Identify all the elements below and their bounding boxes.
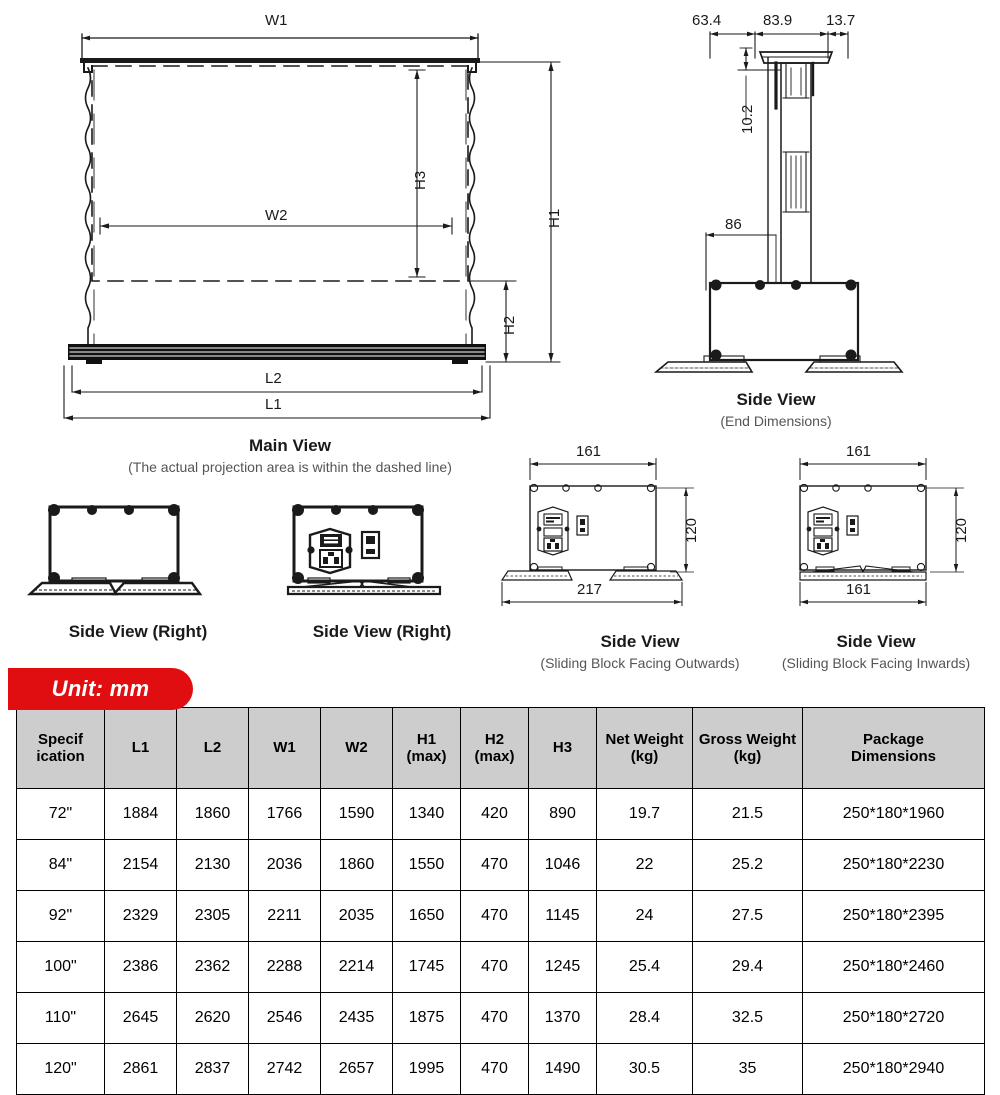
table-cell: 2211 bbox=[249, 891, 321, 942]
side-view-inwards-diagram bbox=[790, 443, 990, 620]
side-view-inwards-title: Side View bbox=[836, 632, 916, 651]
table-cell: 1745 bbox=[393, 942, 461, 993]
dimension-label-inwards-width: 161 bbox=[846, 443, 872, 460]
table-row bbox=[17, 840, 985, 891]
side-view-right-socket-caption bbox=[262, 622, 502, 642]
table-row bbox=[17, 789, 985, 840]
table-cell: 30.5 bbox=[597, 1044, 693, 1095]
column-header-h2: H2 (max) bbox=[461, 708, 529, 789]
table-cell: 2154 bbox=[105, 840, 177, 891]
power-inlet-icon bbox=[807, 507, 840, 555]
table-cell: 2837 bbox=[177, 1044, 249, 1095]
table-cell: 2036 bbox=[249, 840, 321, 891]
table-cell: 1370 bbox=[529, 993, 597, 1044]
table-cell: 2130 bbox=[177, 840, 249, 891]
side-view-right-socket-diagram bbox=[272, 495, 492, 615]
table-cell: 2288 bbox=[249, 942, 321, 993]
cell-specification: 72" bbox=[17, 789, 105, 840]
column-header-package-dimensions: Package Dimensions bbox=[803, 708, 985, 789]
side-view-outwards-diagram bbox=[520, 443, 720, 620]
table-cell: 2742 bbox=[249, 1044, 321, 1095]
column-header-h1: H1 (max) bbox=[393, 708, 461, 789]
table-cell: 470 bbox=[461, 1044, 529, 1095]
table-cell: 250*180*2720 bbox=[803, 993, 985, 1044]
unit-badge bbox=[8, 668, 193, 710]
dimension-label-10-2: 10.2 bbox=[739, 104, 756, 134]
side-view-outwards-subtitle: (Sliding Block Facing Outwards) bbox=[540, 655, 740, 671]
dimension-label-outwards-height: 120 bbox=[683, 517, 700, 543]
side-view-end-diagram bbox=[600, 0, 1000, 390]
table-cell: 1995 bbox=[393, 1044, 461, 1095]
table-cell: 1590 bbox=[321, 789, 393, 840]
table-cell: 24 bbox=[597, 891, 693, 942]
column-header-specification: Specif ication bbox=[17, 708, 105, 789]
table-cell: 250*180*2940 bbox=[803, 1044, 985, 1095]
side-view-inwards-subtitle: (Sliding Block Facing Inwards) bbox=[781, 655, 971, 671]
table-cell: 1145 bbox=[529, 891, 597, 942]
table-cell: 2305 bbox=[177, 891, 249, 942]
table-cell: 250*180*1960 bbox=[803, 789, 985, 840]
table-cell: 2214 bbox=[321, 942, 393, 993]
table-cell: 2329 bbox=[105, 891, 177, 942]
table-cell: 2362 bbox=[177, 942, 249, 993]
table-cell: 32.5 bbox=[693, 993, 803, 1044]
dimension-label-l1: L1 bbox=[265, 396, 282, 413]
cell-specification: 84" bbox=[17, 840, 105, 891]
table-cell: 1550 bbox=[393, 840, 461, 891]
main-view-subtitle: (The actual projection area is within the dashed line) bbox=[128, 459, 452, 475]
table-cell: 470 bbox=[461, 891, 529, 942]
table-row bbox=[17, 1044, 985, 1095]
table-cell: 1875 bbox=[393, 993, 461, 1044]
cell-specification: 92" bbox=[17, 891, 105, 942]
table-body bbox=[17, 789, 985, 1095]
dimension-label-86: 86 bbox=[725, 216, 742, 233]
dimension-label-l2: L2 bbox=[265, 370, 282, 387]
table-cell: 1860 bbox=[177, 789, 249, 840]
table-cell: 2861 bbox=[105, 1044, 177, 1095]
side-view-end-svg bbox=[600, 0, 1000, 390]
table-cell: 19.7 bbox=[597, 789, 693, 840]
table-header-row bbox=[17, 708, 985, 789]
power-inlet-icon bbox=[307, 529, 352, 573]
table-cell: 1766 bbox=[249, 789, 321, 840]
side-view-outwards-caption bbox=[520, 632, 760, 671]
dimension-label-h3: H3 bbox=[412, 170, 429, 190]
dimension-label-h2: H2 bbox=[501, 315, 518, 335]
table-cell: 470 bbox=[461, 942, 529, 993]
side-view-inwards-caption bbox=[752, 632, 1000, 671]
column-header-w2: W2 bbox=[321, 708, 393, 789]
cell-specification: 100" bbox=[17, 942, 105, 993]
table-cell: 2645 bbox=[105, 993, 177, 1044]
dimension-label-inwards-base: 161 bbox=[846, 581, 872, 598]
table-row bbox=[17, 942, 985, 993]
dimension-label-outwards-base: 217 bbox=[577, 581, 603, 598]
table-cell: 2546 bbox=[249, 993, 321, 1044]
column-header-net-weight: Net Weight (kg) bbox=[597, 708, 693, 789]
table-cell: 29.4 bbox=[693, 942, 803, 993]
side-view-right-plain-diagram bbox=[28, 495, 248, 615]
table-cell: 1490 bbox=[529, 1044, 597, 1095]
side-view-end-caption bbox=[636, 390, 916, 429]
column-header-l1: L1 bbox=[105, 708, 177, 789]
table-cell: 1340 bbox=[393, 789, 461, 840]
table-cell: 470 bbox=[461, 993, 529, 1044]
dimension-label-h1: H1 bbox=[546, 208, 563, 228]
table-cell: 1860 bbox=[321, 840, 393, 891]
table-cell: 2657 bbox=[321, 1044, 393, 1095]
unit-badge-label: Unit: mm bbox=[51, 676, 150, 701]
main-view-title: Main View bbox=[249, 436, 331, 455]
rocker-switch-icon bbox=[847, 516, 858, 535]
side-view-end-subtitle: (End Dimensions) bbox=[720, 413, 832, 429]
table-cell: 1046 bbox=[529, 840, 597, 891]
table-cell: 27.5 bbox=[693, 891, 803, 942]
table-cell: 25.4 bbox=[597, 942, 693, 993]
cell-specification: 110" bbox=[17, 993, 105, 1044]
side-view-right-plain-svg bbox=[28, 495, 248, 615]
table-cell: 22 bbox=[597, 840, 693, 891]
table-cell: 470 bbox=[461, 840, 529, 891]
side-view-right-plain-title: Side View (Right) bbox=[68, 622, 208, 641]
dimension-label-w1: W1 bbox=[265, 12, 288, 29]
table-cell: 2435 bbox=[321, 993, 393, 1044]
specification-table bbox=[16, 707, 985, 1095]
table-cell: 1650 bbox=[393, 891, 461, 942]
table-cell: 420 bbox=[461, 789, 529, 840]
power-inlet-icon bbox=[537, 507, 570, 555]
table-cell: 2386 bbox=[105, 942, 177, 993]
side-view-right-socket-svg bbox=[272, 495, 492, 615]
side-view-outwards-title: Side View bbox=[600, 632, 680, 651]
rocker-switch-icon bbox=[577, 516, 588, 535]
main-view-svg bbox=[0, 0, 580, 430]
table-cell: 1884 bbox=[105, 789, 177, 840]
table-cell: 250*180*2395 bbox=[803, 891, 985, 942]
main-view-caption bbox=[60, 436, 520, 475]
table-cell: 25.2 bbox=[693, 840, 803, 891]
table-cell: 28.4 bbox=[597, 993, 693, 1044]
side-view-right-socket-title: Side View (Right) bbox=[312, 622, 452, 641]
column-header-gross-weight: Gross Weight (kg) bbox=[693, 708, 803, 789]
column-header-h3: H3 bbox=[529, 708, 597, 789]
table-cell: 1245 bbox=[529, 942, 597, 993]
main-view-diagram bbox=[0, 0, 580, 430]
table-row bbox=[17, 993, 985, 1044]
side-view-right-plain-caption bbox=[20, 622, 256, 642]
dimension-label-w2: W2 bbox=[265, 207, 288, 224]
dimension-label-83-9: 83.9 bbox=[763, 12, 793, 29]
rocker-switch-icon bbox=[362, 532, 379, 558]
table-cell: 890 bbox=[529, 789, 597, 840]
column-header-w1: W1 bbox=[249, 708, 321, 789]
column-header-l2: L2 bbox=[177, 708, 249, 789]
dimension-label-inwards-height: 120 bbox=[953, 517, 970, 543]
side-view-end-title: Side View bbox=[736, 390, 816, 409]
table-row bbox=[17, 891, 985, 942]
table-cell: 250*180*2230 bbox=[803, 840, 985, 891]
table-cell: 21.5 bbox=[693, 789, 803, 840]
cell-specification: 120" bbox=[17, 1044, 105, 1095]
table-cell: 2620 bbox=[177, 993, 249, 1044]
table-cell: 35 bbox=[693, 1044, 803, 1095]
dimension-label-63-4: 63.4 bbox=[692, 12, 722, 29]
dimension-label-outwards-width: 161 bbox=[576, 443, 602, 460]
table-cell: 2035 bbox=[321, 891, 393, 942]
dimension-label-13-7: 13.7 bbox=[826, 12, 856, 29]
table-cell: 250*180*2460 bbox=[803, 942, 985, 993]
